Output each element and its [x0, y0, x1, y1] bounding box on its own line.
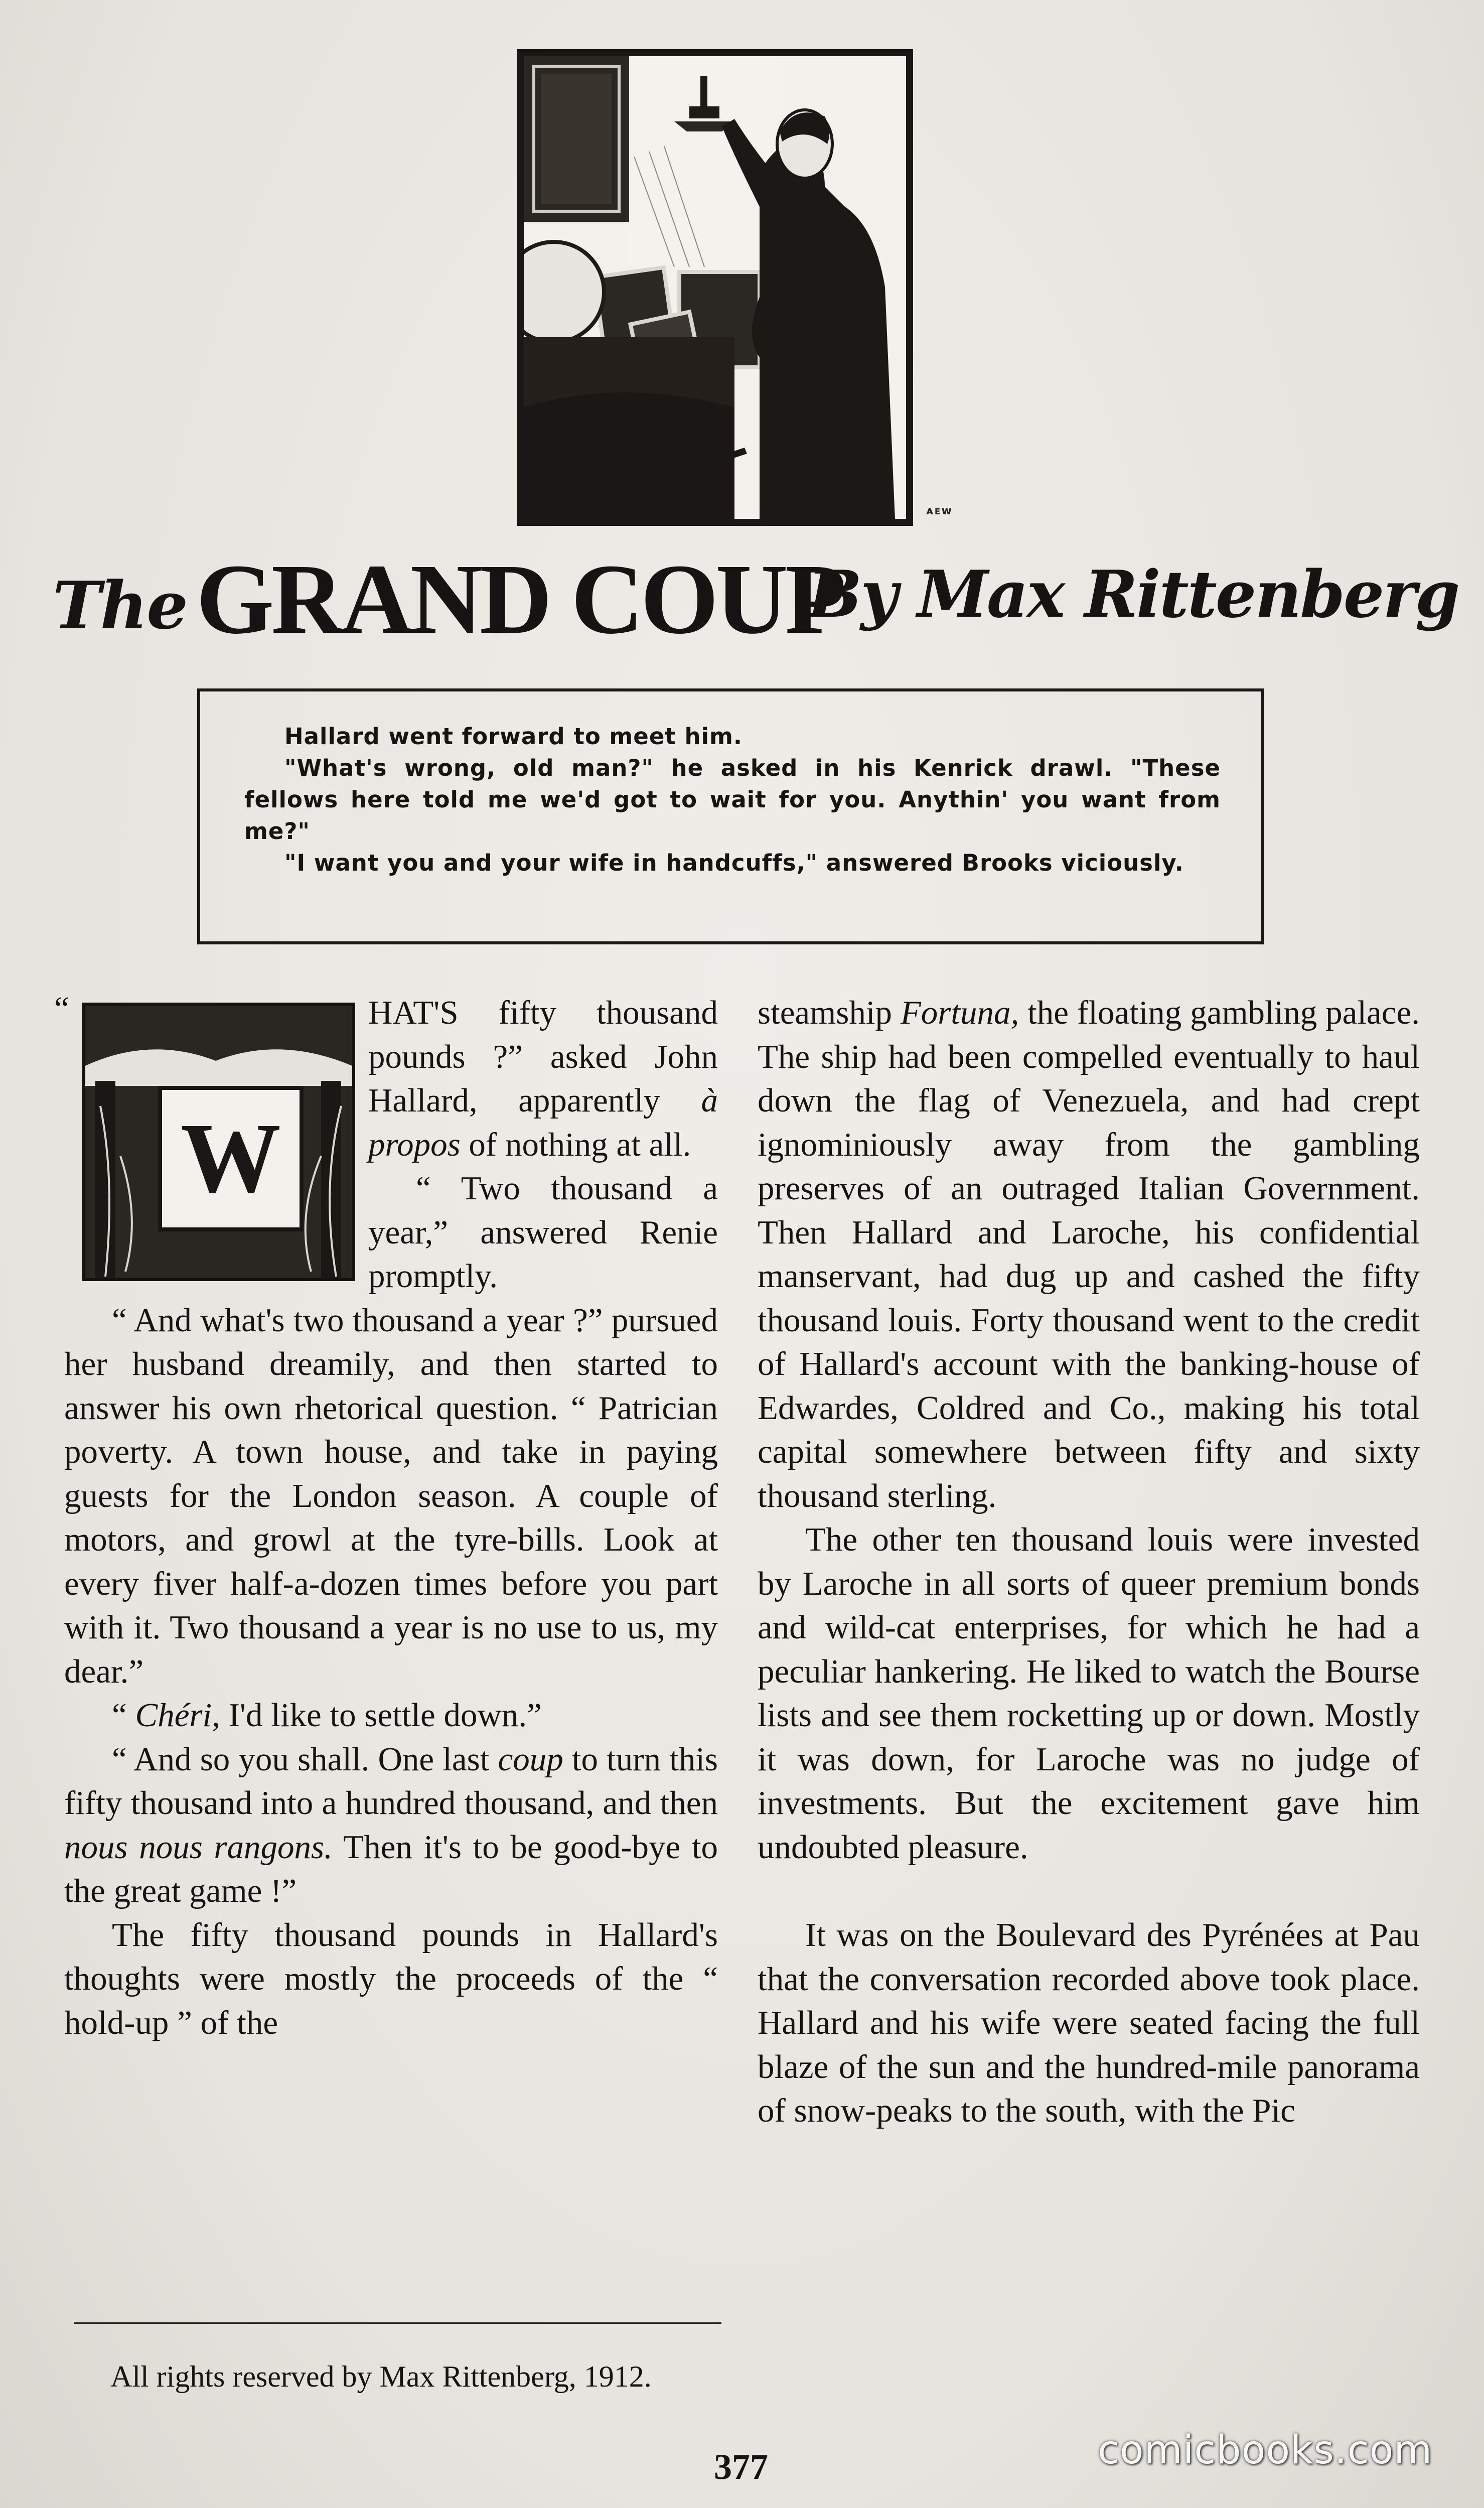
teaser-line: "I want you and your wife in handcuffs," answered Brooks viciously. [284, 850, 1184, 876]
story-illustration [517, 49, 913, 526]
paragraph: steamship Fortuna, the floating gambling palace. The ship had been compelled eventually to haul down the flag of Venezuela, and had crept ignominiously away from the gambling preserves of an outraged Italian Government. Then Hallard and Laroche, his confidential manservant, had dug up and cashed the fifty thousand louis. Forty thousand went to the credit of Hallard's account with the banking-house of Edwardes, Coldred and Co., making his total capital somewhere between fifty and sixty thousand sterling. [758, 994, 1420, 1514]
drop-cap-open-quote: “ [54, 990, 69, 1027]
paragraph: “ And so you shall. One last coup to turn this fifty thousand into a hundred thousand, and then nous nous rangons. Then it's to be good-bye to the great game !” [64, 1740, 718, 1909]
left-column [54, 990, 718, 2045]
right-column [758, 991, 1420, 2133]
drop-cap-ornament [82, 1003, 355, 1281]
page-number: 377 [714, 2447, 768, 2487]
section-break [758, 1869, 1420, 1913]
copyright-footnote [75, 2356, 722, 2397]
drop-cap [54, 990, 355, 1287]
footnote-text: All rights reserved by Max Rittenberg, 1912. [110, 2360, 652, 2393]
paragraph: HAT'S fifty thousand pounds ?” asked John Hallard, apparently à propos of nothing at all. [368, 994, 718, 1163]
teaser-line: "What's wrong, old man?" he asked in his Kenrick drawl. "These fellows here told me we'd got to wait for you. Anythin' you want from me?" [244, 755, 1221, 845]
paragraph: “ Chéri, I'd like to settle down.” [112, 1697, 542, 1734]
story-title [53, 532, 1459, 655]
paragraph: The other ten thousand louis were invested by Laroche in all sorts of queer premium bonds and wild-cat enterprises, for which he had a peculiar hankering. He liked to watch the Bourse lists and see them rocketting up or down. Mostly it was down, for Laroche was no judge of investments. But the excitement gave him undoubted pleasure. [758, 1521, 1420, 1866]
title-the: The [53, 567, 187, 644]
byline: By Max Rittenberg [808, 557, 1459, 632]
teaser-line: Hallard went forward to meet him. [284, 723, 743, 750]
paragraph: “ Two thousand a year,” answered Renie promptly. [368, 1170, 718, 1295]
paragraph: It was on the Boulevard des Pyrénées at Pau that the conversation recorded above took place. Hallard and his wife were seated facing the full blaze of the sun and the hundred-mile panorama of snow-peaks to the south, with the Pic [758, 1916, 1420, 2129]
title-main: GRAND COUP [196, 544, 843, 655]
paragraph: “ And what's two thousand a year ?” pursued her husband dreamily, and then started to answer his own rhetorical question. “ Patrician poverty. A town house, and take in paying guests for the London season. A couple of motors, and growl at the tyre-bills. Look at every fiver half-a-dozen times before you part with it. Two thousand a year is no use to us, my dear.” [64, 1301, 718, 1690]
footnote-rule [74, 2322, 721, 2324]
teaser-quote-box [197, 688, 1264, 944]
watermark: comicbooks.com [1098, 2428, 1433, 2473]
artist-monogram: ᴀᴇᴡ [926, 505, 953, 517]
illustration-art [524, 56, 906, 519]
drop-cap-letter: W [158, 1086, 304, 1231]
paragraph: The fifty thousand pounds in Hallard's thoughts were mostly the proceeds of the “ hold-up ” of the [64, 1916, 718, 2041]
